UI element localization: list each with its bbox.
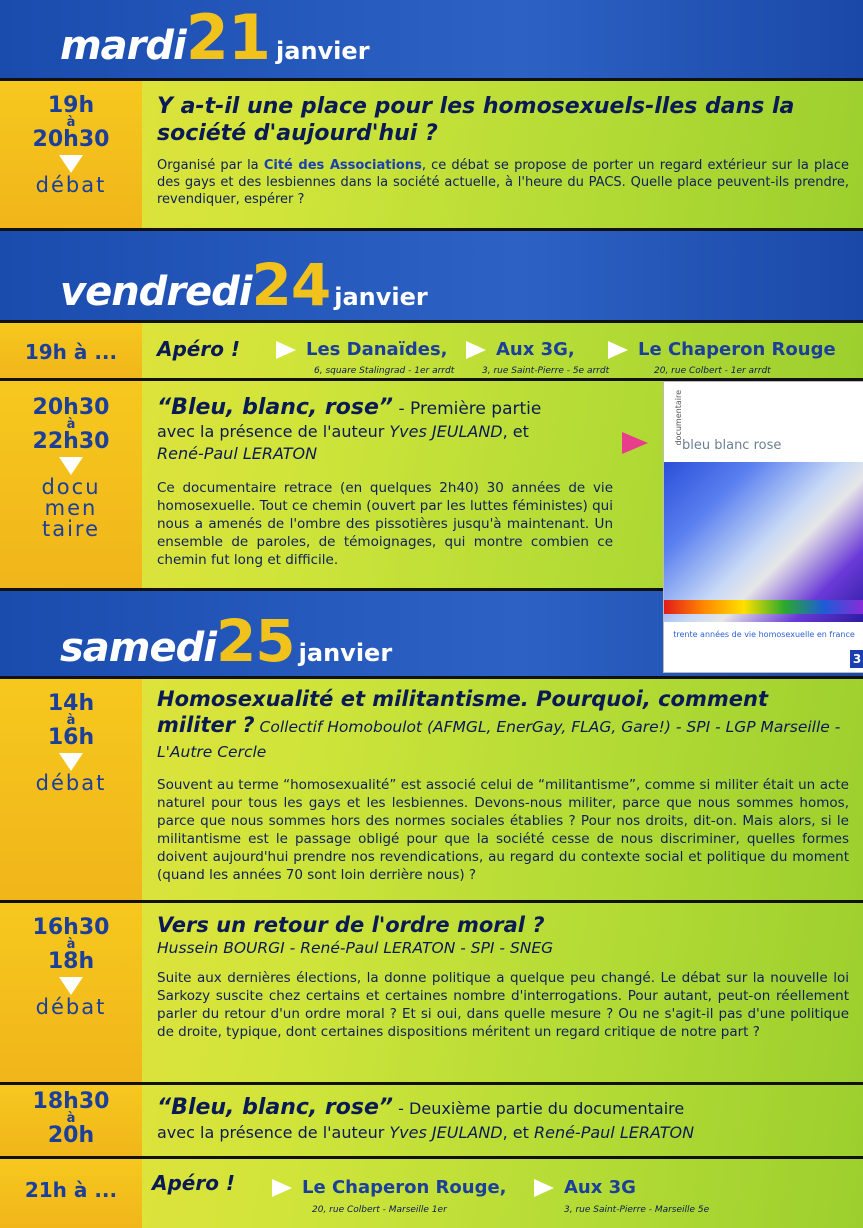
day-name: samedi [60,625,216,671]
event-block [0,900,863,1085]
cover-photo [664,462,863,622]
time-end: 20h30 [32,127,110,152]
event-time [0,1085,142,1159]
guest-sep: , et [502,1123,534,1142]
cover-spine-text: documentaire [674,390,683,446]
day-header-mardi [0,0,863,78]
day-number: 21 [185,1,271,74]
event-organizers: Hussein BOURGI - René-Paul LERATON - SPI - SNEG [157,939,554,957]
venue-name: Le Chaperon Rouge, [302,1177,507,1198]
event-organizers: Collectif Homoboulot (AFMGL, EnerGay, FLAG, Gare!) - SPI - LGP Marseille - L'Autre Cercle [157,718,841,761]
down-triangle-icon [59,155,83,173]
day-month: janvier [334,283,428,311]
rainbow-flag-stripe [664,600,863,614]
time-to: à [66,115,76,130]
time-end: 16h [47,725,95,750]
event-time [0,1159,142,1228]
day-title [60,607,392,675]
time-end: 20h [47,1123,95,1148]
venue [276,339,455,376]
event-kind: débat [35,771,107,795]
day-month: janvier [298,639,393,667]
venue-address: 3, rue Saint-Pierre - 5e arrdt [482,366,610,376]
time-start: 18h30 [32,1089,110,1114]
day-month: janvier [276,37,370,65]
apero-label: Apéro ! [152,1171,236,1195]
time-to: à [66,417,76,432]
arrow-right-icon [466,341,486,359]
event-block [0,676,863,903]
body-text: , ce débat se propose de porter un regard extérieur sur la place des gays et des lesbiennes dans la société actuelle, à l'heure du PACS. Quelle place peuvent-ils prendre, revendiquer, espérer ? [157,158,849,207]
event-title: Homosexualité et militantisme. Pourquoi, comment militer ? [157,687,768,737]
day-name: mardi [60,23,186,69]
body-text: Organisé par la [157,158,264,173]
venue-name: Aux 3G [564,1177,636,1198]
event-time [0,81,142,231]
apero-row [0,1156,863,1228]
event-description: Suite aux dernières élections, la donne politique a quelque peu changé. Le débat sur la nouvelle loi Sarkozy suscite chez certains et certaines nombre d'interrogations. Pour autant, peut-on réellement parler du retour d'un ordre moral ? Et si oui, dans quelle mesure ? Ou ne s'agit-il pas d'une politique de droite, typique, dont certaines dispositions méritent un regard critique de notre part ? [157,970,849,1040]
event-content [157,395,613,569]
time-start: 21h à ... [24,1178,118,1202]
venue-name: Les Danaïdes, [306,339,448,360]
arrow-right-icon [608,341,628,359]
event-time [0,381,142,591]
venue-address: 3, rue Saint-Pierre - Marseille 5e [564,1205,710,1215]
cover-caption: trente années de vie homosexuelle en france [673,630,855,639]
guest-name: Yves JEULAND [389,422,503,441]
time-end: 22h30 [32,429,110,454]
event-block [0,78,863,231]
time-end: 18h [47,949,95,974]
venue [466,339,610,376]
apero-label: Apéro ! [157,337,241,361]
event-kind: men [44,496,98,520]
venue-address: 20, rue Colbert - Marseille 1er [312,1205,447,1215]
day-header-vendredi [0,228,863,323]
apero-row [0,320,863,381]
event-title-rest: - Deuxième partie du documentaire [393,1099,685,1118]
venue [534,1177,710,1215]
event-content [157,1095,849,1144]
time-start: 19h [47,93,95,118]
venue-name: Le Chaperon Rouge [638,339,836,360]
event-guests [157,1122,849,1144]
event-description: Souvent au terme “homosexualité” est associé celui de “militantisme”, comme si militer était un acte naturel pour tous les gays et les lesbiennes. Devons-nous militer, parce que nous sommes homos, parce que nous sommes hors des normes sociales établies ? Pour nos droits, dit-on. Mais alors, si le militantisme est le passage obligé pour que la société cesse de nous discriminer, quelles formes doivent aujourd'hui prendre nos revendications, au regard du contexte social et politique du moment (quand les années 70 sont loin derrière nous) ? [157,777,849,883]
down-triangle-icon [59,457,83,475]
guest-name: Yves JEULAND [389,1123,503,1142]
event-content [157,913,849,1041]
event-kind: docu [41,475,101,499]
event-title: Vers un retour de l'ordre moral ? [157,913,545,937]
event-time [0,903,142,1085]
event-description: Ce documentaire retrace (en quelques 2h40) 30 années de vie homosexuelle. Tout ce chemin (ouvert par les luttes féministes) qui nous a amenés de l'ombre des pissotières jusqu'à maintenant. Un ensemble de paroles, de témoignages, qui montre combien ce chemin fut long et difficile. [157,480,613,568]
guest-name: René-Paul LERATON [533,1123,695,1142]
event-title: “Bleu, blanc, rose” [157,395,394,420]
event-title-rest: - Première partie [393,399,542,419]
event-title: “Bleu, blanc, rose” [157,1095,394,1120]
event-kind: débat [35,173,107,197]
day-title [60,1,370,74]
pointer-arrow-icon [622,432,648,454]
event-description [157,157,849,208]
time-to: à [66,937,76,952]
dvd-cover-image [663,381,863,673]
venue-name: Aux 3G, [496,339,575,360]
time-start: 20h30 [32,395,110,420]
arrow-right-icon [534,1179,554,1197]
venue-address: 20, rue Colbert - 1er arrdt [654,366,771,376]
event-kind: taire [41,517,101,541]
cover-title: bleu blanc rose [682,438,782,453]
event-title: Y a-t-il une place pour les homosexuels-lles dans la société d'aujourd'hui ? [157,94,795,146]
down-triangle-icon [59,753,83,771]
guest-name: René-Paul LERATON [157,444,318,463]
guest-sep: , et [502,422,529,441]
organizer-name: Cité des Associations [263,158,422,173]
event-time [0,323,142,381]
event-guests [157,421,613,465]
guest-intro: avec la présence de l'auteur [157,422,390,441]
event-time [0,679,142,903]
time-to: à [66,1111,76,1126]
event-content [157,93,849,208]
down-triangle-icon [59,977,83,995]
event-title-line [157,687,849,764]
channel-logo: 3 [850,650,863,668]
day-title [60,251,428,319]
arrow-right-icon [276,341,296,359]
time-start: 16h30 [32,915,110,940]
venue-address: 6, square Stalingrad - 1er arrdt [314,366,455,376]
day-name: vendredi [60,269,252,315]
event-title-line [157,395,613,421]
event-content [157,687,849,884]
venue [272,1177,507,1215]
time-start: 19h à ... [24,340,118,364]
venue [608,339,836,376]
day-number: 24 [251,251,331,319]
guest-intro: avec la présence de l'auteur [157,1123,390,1142]
event-title-line [157,1095,849,1122]
time-start: 14h [47,691,95,716]
time-to: à [66,713,76,728]
arrow-right-icon [272,1179,292,1197]
event-block [0,1082,863,1159]
event-kind: débat [35,995,107,1019]
day-number: 25 [215,607,295,675]
